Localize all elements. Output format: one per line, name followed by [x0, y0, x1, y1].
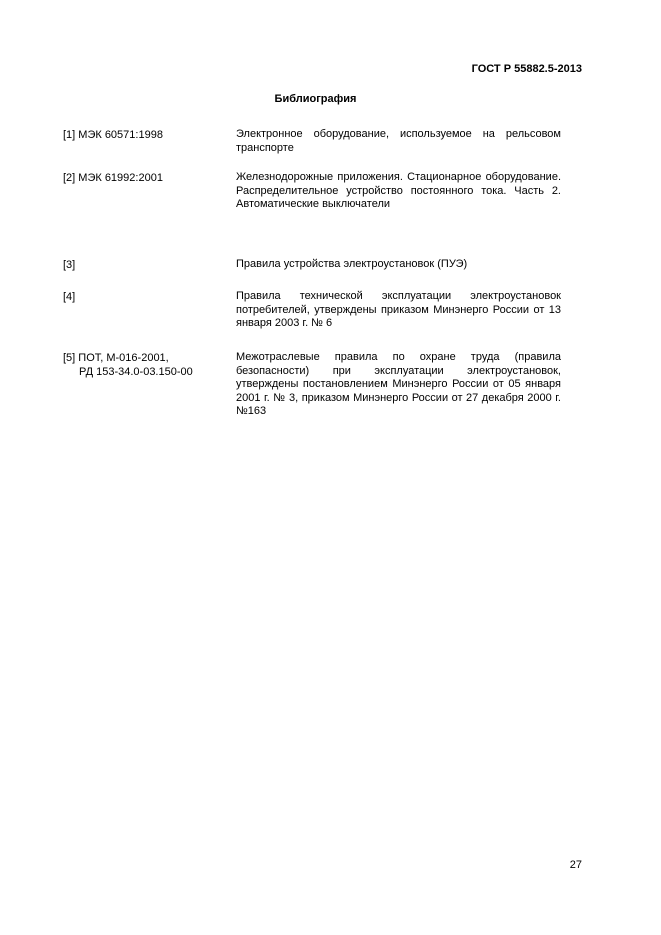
entry-reference — [63, 351, 233, 379]
entry-description: Межотраслевые правила по охране труда (правила безопасности) при эксплуатации электроустановок, утверждены постановлением Минэнерго России от 05 января 2001 г. № 3, приказом Минэнерго России от 27 декабря 2000 г. №163 — [236, 351, 561, 417]
entry-description: Электронное оборудование, используемое на рельсовом транспорте — [236, 128, 561, 154]
entry-reference-line: [4] — [63, 291, 76, 303]
entry-reference — [63, 171, 233, 185]
entry-reference-line: РД 153-34.0-03.150-00 — [79, 366, 193, 378]
bibliography-title: Библиография — [274, 93, 357, 105]
entry-reference-line: [1] МЭК 60571:1998 — [63, 129, 163, 141]
page-number: 27 — [569, 859, 582, 871]
entry-reference — [63, 290, 233, 304]
entry-description: Правила устройства электроустановок (ПУЭ) — [236, 258, 468, 270]
entry-reference-line: [2] МЭК 61992:2001 — [63, 172, 163, 184]
entry-reference — [63, 258, 233, 272]
entry-description: Правила технической эксплуатации электроустановок потребителей, утверждены приказом Минэнерго России от 13 января 2003 г. № 6 — [236, 290, 561, 329]
entry-reference-line: [3] — [63, 259, 76, 271]
document-code: ГОСТ Р 55882.5-2013 — [471, 63, 582, 75]
entry-reference-line: [5] ПОТ, М-016-2001, — [63, 352, 169, 364]
entry-reference — [63, 128, 233, 142]
entry-description: Железнодорожные приложения. Стационарное оборудование. Распределительное устройство постоянного тока. Часть 2. Автоматические выключатели — [236, 171, 561, 210]
